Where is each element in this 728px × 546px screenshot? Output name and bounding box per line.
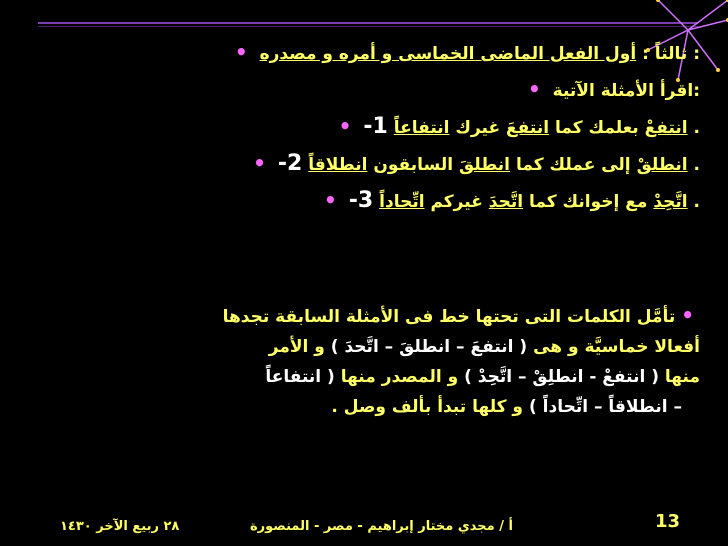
example-2: . انطلقْ إلى عملك كما انطلقَ السابقون انطلاقاً 2- • xyxy=(253,151,700,176)
footer-author: أ / مجدي مختار إبراهيم - مصر - المنصورة xyxy=(250,519,513,534)
example-verb: انتفعَ xyxy=(506,118,550,138)
heading-title: أول الفعل الماضى الخماسى و أمره و مصدره xyxy=(259,44,637,64)
para-line-1: • تأمَّل الكلمات التى تحتها خط فى الأمثلة السابقة تجدها xyxy=(222,303,694,327)
explanation-paragraph xyxy=(70,300,700,422)
example-verb: اتِّحاداً xyxy=(379,192,425,212)
example-verb: انتفاعاً xyxy=(393,118,450,138)
para-line-3: منها ( انتفعْ - انطلِقْ – اتَّحِدْ ) و المصدر منها ( انتفاعاً xyxy=(265,367,700,387)
content xyxy=(60,34,700,219)
bullet-icon: • xyxy=(324,188,337,212)
bullet-icon: • xyxy=(527,77,541,101)
example-verb: انتفعْ xyxy=(644,118,688,138)
example-1: . انتفعْ بعلمك كما انتفعَ غيرك انتفاعاً 1- • xyxy=(338,114,700,139)
para-line-4: – انطلاقاً – اتِّحاداً ) و كلها تبدأ بألف وصل . xyxy=(331,397,682,417)
example-verb: انطلقَ xyxy=(458,155,511,175)
example-verb: اتَّحدَ xyxy=(488,192,524,212)
instruction-line xyxy=(60,71,700,108)
example-3: . اتَّحِدْ مع إخوانك كما اتَّحدَ غيركم اتِّحاداً 3- • xyxy=(324,188,700,213)
para-line-2: أفعالا خماسيَّة و هى ( انتفعَ – انطلقَ – اتَّحدَ ) و الأمر xyxy=(268,337,700,357)
example-number: 3- xyxy=(348,188,374,213)
bullet-icon: • xyxy=(681,303,694,327)
footer-date: ٢٨ ربيع الآخر ١٤٣٠ xyxy=(60,519,180,534)
example-number: 2- xyxy=(277,151,303,176)
example-verb: انطلقْ xyxy=(636,155,688,175)
page-number: 13 xyxy=(654,511,680,532)
example-verb: انطلاقاً xyxy=(308,155,368,175)
instruction-text: :اقرأ الأمثلة الآتية xyxy=(552,81,700,101)
example-number: 1- xyxy=(363,114,388,139)
heading-line xyxy=(60,34,700,71)
bullet-icon: • xyxy=(253,151,266,175)
example-verb: اتَّحِدْ xyxy=(653,192,688,212)
bullet-icon: • xyxy=(338,114,352,138)
heading-prefix: : ثالثاً : xyxy=(642,44,700,64)
bullet-icon: • xyxy=(234,40,248,64)
